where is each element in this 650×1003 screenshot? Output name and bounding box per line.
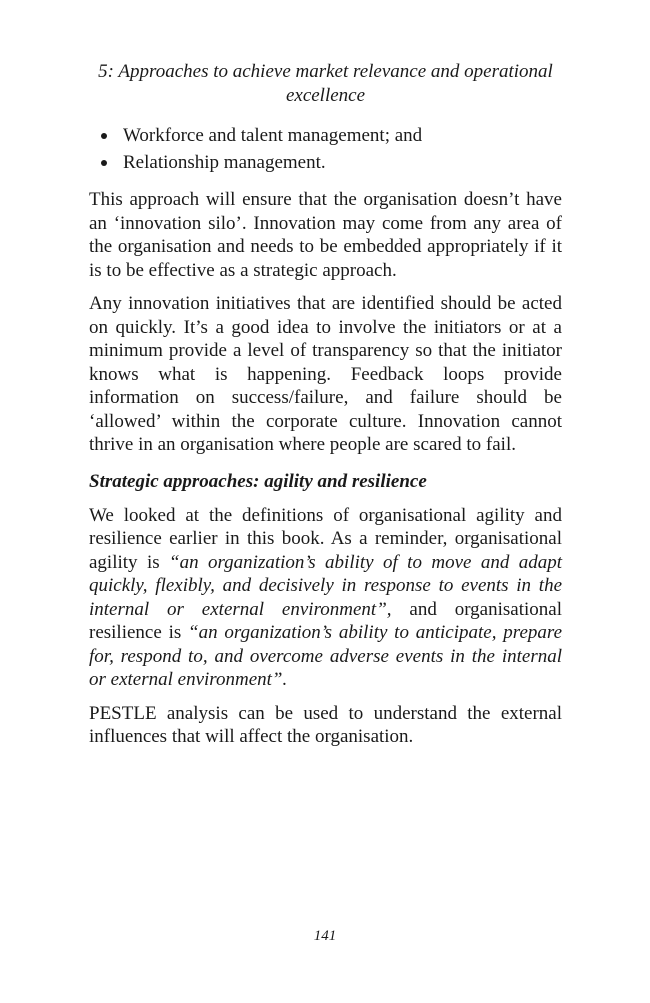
paragraph-innovation-silo: This approach will ensure that the organisation doesn’t have an ‘innovation silo’. Innovation may come from any area of the organisation and needs to be embedded appropriately if it is to be effective as a strategic approach. <box>89 189 562 281</box>
running-head: 5: Approaches to achieve market relevance and operational excellence <box>98 61 553 106</box>
list-item-text: Relationship management. <box>123 152 326 173</box>
page-number: 141 <box>313 928 337 944</box>
bullet-icon <box>101 160 107 166</box>
bullet-list <box>89 122 562 176</box>
resilience-definition-quote: “an organization’s ability to anticipate, prepare for, respond to, and overcome adverse events in the internal or external environment”. <box>89 622 562 690</box>
agility-definition-quote: “an organization’s ability of to move and adapt quickly, flexibly, and decisively in response to events in the internal or external environment”, <box>89 551 562 620</box>
paragraph-pestle: PESTLE analysis can be used to understand the external influences that will affect the organisation. <box>89 702 562 747</box>
list-item-text: Workforce and talent management; and <box>123 125 423 146</box>
paragraph-text: We looked at the definitions of organisational agility and resilience earlier in this book. As a reminder, organisational agility is <box>89 504 562 573</box>
list-item <box>89 122 562 149</box>
section-heading: Strategic approaches: agility and resilience <box>89 470 427 492</box>
list-item <box>89 149 562 176</box>
page-content <box>89 60 562 749</box>
bullet-icon <box>101 133 107 139</box>
paragraph-agility-resilience <box>89 504 562 692</box>
paragraph-innovation-initiatives: Any innovation initiatives that are identified should be acted on quickly. It’s a good idea to involve the initiators or at a minimum provide a level of transparency so that the initiator knows what is happening. Feedback loops provide information on success/failure, and failure should be ‘allowed’ within the corporate culture. Innovation cannot thrive in an organisation where people are scared to fail. <box>89 293 562 455</box>
paragraph-text: and organisational resilience is <box>89 598 562 643</box>
